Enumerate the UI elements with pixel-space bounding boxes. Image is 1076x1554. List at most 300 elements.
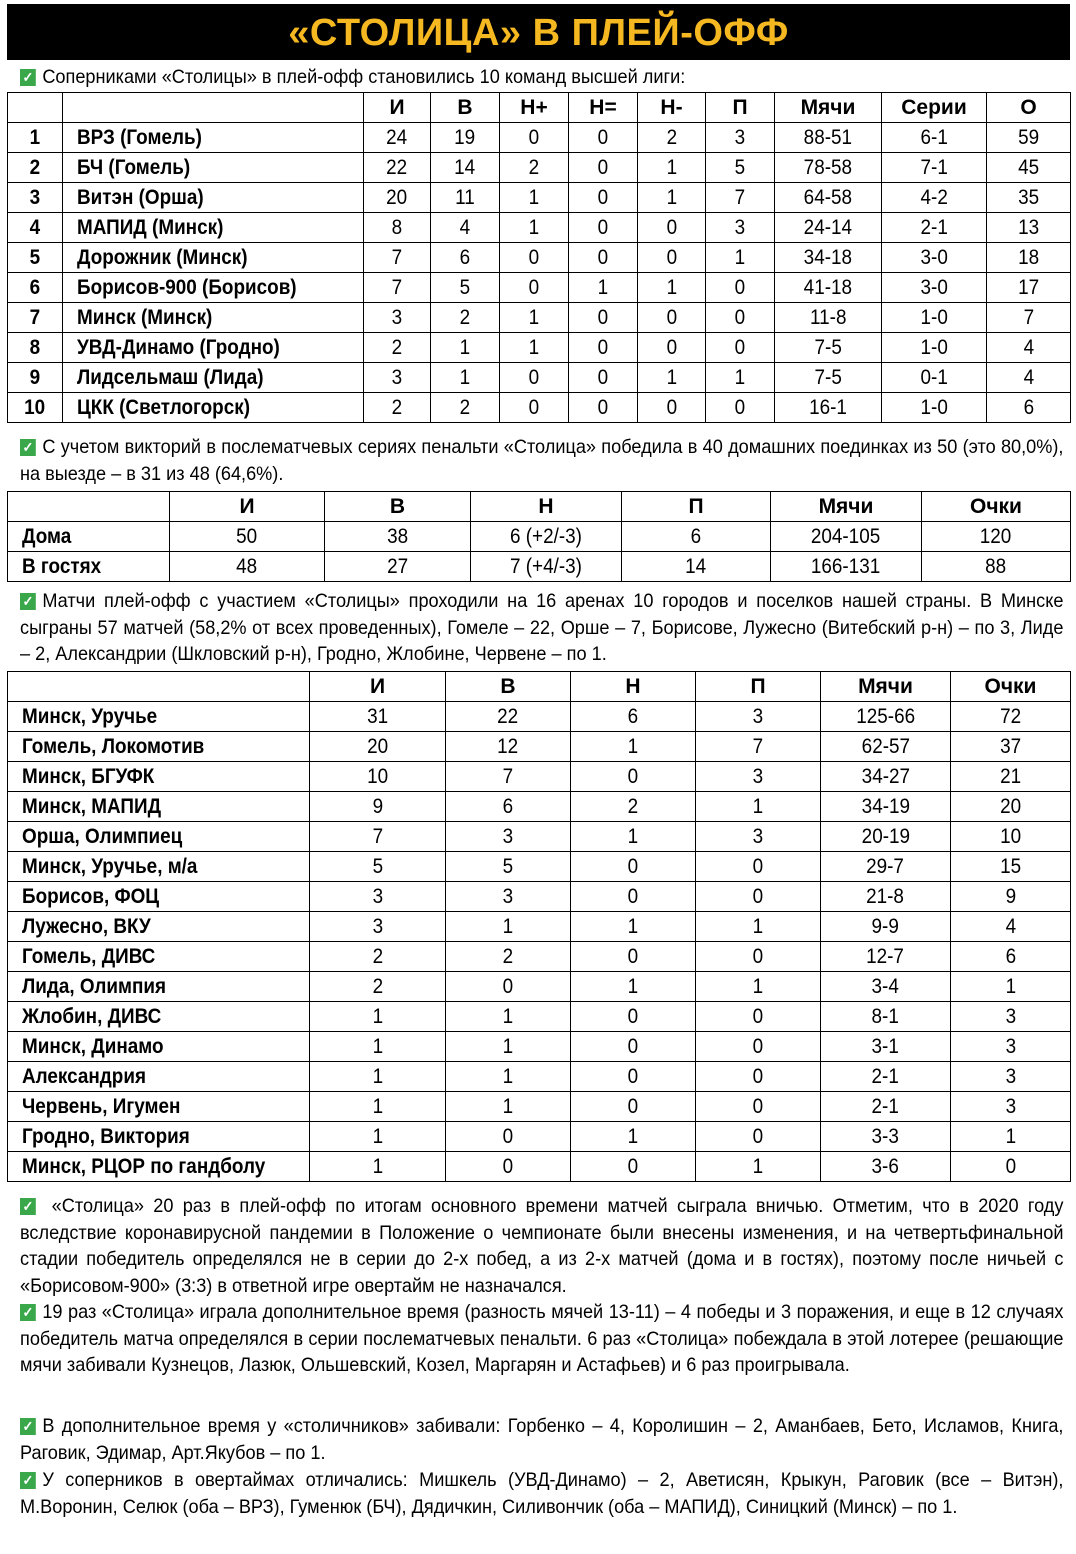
table-cell: ЦКК (Светлогорск)	[63, 393, 364, 423]
table-cell: 1	[569, 273, 638, 303]
table-cell: 1	[951, 1122, 1071, 1152]
col-games: И	[170, 492, 325, 522]
table-cell: 7	[696, 732, 821, 762]
table-cell: 0	[569, 363, 638, 393]
table-cell: Минск, Уручье, м/а	[8, 852, 310, 882]
table-cell: 62-57	[821, 732, 951, 762]
table-row	[8, 333, 1071, 363]
table-row	[8, 882, 1071, 912]
table-cell: 5	[446, 852, 571, 882]
table-cell: 64-58	[775, 183, 882, 213]
table-cell: 20-19	[821, 822, 951, 852]
table-cell: 50	[170, 522, 325, 552]
table-row	[8, 552, 1071, 582]
checkbox-checked-icon: ✓	[20, 1418, 36, 1435]
table-cell: 6-1	[882, 123, 987, 153]
table-cell: 22	[364, 153, 431, 183]
table-cell: 2	[431, 393, 500, 423]
table-cell: 0	[706, 303, 775, 333]
table-row	[8, 213, 1071, 243]
table-cell: 2	[571, 792, 696, 822]
intro-text: Соперниками «Столицы» в плей-офф становились 10 команд высшей лиги:	[42, 66, 686, 88]
col-series: Серии	[882, 93, 987, 123]
table-cell: 0	[638, 393, 706, 423]
table-cell: 4-2	[882, 183, 987, 213]
table-cell: 59	[987, 123, 1071, 153]
table-cell: 2	[310, 972, 446, 1002]
table-row	[8, 363, 1071, 393]
own-scorers-paragraph	[20, 1413, 1063, 1466]
table-cell: 1	[571, 732, 696, 762]
table-row	[8, 702, 1071, 732]
table-row	[8, 522, 1071, 552]
table-cell: Минск, БГУФК	[8, 762, 310, 792]
table-cell: 1	[696, 792, 821, 822]
table-cell: 11	[431, 183, 500, 213]
table-cell: 1	[446, 1032, 571, 1062]
table-cell: 13	[987, 213, 1071, 243]
table-cell: 6	[446, 792, 571, 822]
table-cell: Жлобин, ДИВС	[8, 1002, 310, 1032]
home-away-table	[7, 491, 1071, 582]
table-cell: 5	[706, 153, 775, 183]
table-cell: 0	[638, 333, 706, 363]
table-cell: 3	[696, 822, 821, 852]
home-away-header-row	[8, 492, 1071, 522]
table-cell: 7	[310, 822, 446, 852]
draws-text: «Столица» 20 раз в плей-офф по итогам основного времени матчей сыграла вничью. Отметим, что в 2020 году вследствие коронавирусной пандемии в Положение о чемпионате были внесены изменения, и на четвертьфинальной стадии победитель определялся не в серии до 2-х побед, а из 2-х матчей (дома и в гостях), поэтому после ничьей с «Борисовом-900» (3:3) в ответной игре овертайм не назначался.	[20, 1195, 1064, 1297]
checkbox-checked-icon: ✓	[20, 439, 36, 456]
table-cell: 0	[500, 123, 569, 153]
table-row	[8, 792, 1071, 822]
col-losses: П	[706, 93, 775, 123]
table-cell: 3	[364, 303, 431, 333]
table-cell: 12	[446, 732, 571, 762]
table-cell: 0	[706, 333, 775, 363]
table-row	[8, 762, 1071, 792]
table-cell: 1	[638, 153, 706, 183]
table-cell: 0	[571, 762, 696, 792]
col-games: И	[364, 93, 431, 123]
table-cell: 3	[951, 1002, 1071, 1032]
table-cell: 9	[310, 792, 446, 822]
table-cell: 7-1	[882, 153, 987, 183]
overtime-text: 19 раз «Столица» играла дополнительное время (разность мячей 13-11) – 4 победы и 3 поражения, и еще в 12 случаях победитель матча определялся в серии послематчевых пенальти. 6 раз «Столица» побеждала в этой лотерее (решающие мячи забивали Кузнецов, Лазюк, Ольшевский, Козел, Маргарян и Астафьев) и 6 раз проигрывала.	[20, 1301, 1064, 1376]
table-cell: 2	[431, 303, 500, 333]
table-cell: 7	[446, 762, 571, 792]
table-cell: 3-0	[882, 243, 987, 273]
table-cell: 0	[638, 213, 706, 243]
table-cell: 48	[170, 552, 325, 582]
table-cell: 88-51	[775, 123, 882, 153]
col-games: И	[310, 672, 446, 702]
table-cell: 72	[951, 702, 1071, 732]
opponent-scorers-text: У соперников в овертаймах отличались: Мишкель (УВД-Динамо) – 2, Аветисян, Крыкун, Раговик (все – Витэн), М.Воронин, Селюк (оба – ВРЗ), Гуменюк (БЧ), Дядичкин, Силивончик (оба – МАПИД), Синицкий (Минск) – по 1.	[20, 1469, 1064, 1518]
col-venue	[8, 492, 170, 522]
table-cell: 1	[446, 1092, 571, 1122]
table-cell: 1	[500, 303, 569, 333]
own-scorers-text: В дополнительное время у «столичников» забивали: Горбенко – 4, Королишин – 2, Аманбаев, Бето, Исламов, Книга, Раговик, Эдимар, Арт.Якубов – по 1.	[20, 1415, 1064, 1464]
table-cell: УВД-Динамо (Гродно)	[63, 333, 364, 363]
table-row	[8, 1002, 1071, 1032]
table-cell: 1	[696, 1152, 821, 1182]
table-cell: 45	[987, 153, 1071, 183]
overtime-paragraph	[20, 1299, 1063, 1379]
table-cell: 2-1	[882, 213, 987, 243]
table-cell: 34-19	[821, 792, 951, 822]
table-cell: 14	[622, 552, 771, 582]
checkbox-checked-icon: ✓	[20, 1198, 36, 1215]
col-draw-win: Н+	[500, 93, 569, 123]
table-cell: Минск, Уручье	[8, 702, 310, 732]
table-cell: 4	[951, 912, 1071, 942]
table-cell: 20	[951, 792, 1071, 822]
table-cell: 1	[571, 912, 696, 942]
table-cell: 8	[8, 333, 63, 363]
col-team	[63, 93, 364, 123]
table-cell: 3-1	[821, 1032, 951, 1062]
table-cell: 19	[431, 123, 500, 153]
table-cell: 0	[569, 243, 638, 273]
table-cell: 6	[622, 522, 771, 552]
table-cell: 2	[446, 942, 571, 972]
table-cell: 3	[446, 882, 571, 912]
table-cell: 120	[922, 522, 1071, 552]
table-cell: 20	[310, 732, 446, 762]
table-cell: Червень, Игумен	[8, 1092, 310, 1122]
table-row	[8, 972, 1071, 1002]
table-cell: 38	[325, 522, 471, 552]
table-cell: 0	[569, 393, 638, 423]
table-cell: 0	[500, 393, 569, 423]
opponents-table	[7, 92, 1071, 423]
table-cell: 1	[696, 972, 821, 1002]
table-cell: 0	[696, 1032, 821, 1062]
col-points: О	[987, 93, 1071, 123]
table-cell: 1	[310, 1122, 446, 1152]
col-wins: В	[325, 492, 471, 522]
table-cell: 1	[446, 1062, 571, 1092]
intro-paragraph	[20, 64, 1063, 91]
table-row	[8, 123, 1071, 153]
table-cell: 0	[696, 882, 821, 912]
table-cell: 0	[696, 942, 821, 972]
col-losses: П	[622, 492, 771, 522]
table-cell: 9	[8, 363, 63, 393]
table-cell: 0	[569, 123, 638, 153]
table-cell: 7	[364, 243, 431, 273]
col-wins: В	[446, 672, 571, 702]
table-cell: 1	[571, 972, 696, 1002]
table-cell: Гомель, ДИВС	[8, 942, 310, 972]
table-cell: 7-5	[775, 363, 882, 393]
table-cell: 3	[446, 822, 571, 852]
table-cell: Лужесно, ВКУ	[8, 912, 310, 942]
table-cell: 1	[431, 333, 500, 363]
table-cell: 0	[706, 273, 775, 303]
checkbox-checked-icon: ✓	[20, 593, 36, 610]
col-draw: Н=	[569, 93, 638, 123]
table-cell: 34-18	[775, 243, 882, 273]
table-cell: 1	[696, 912, 821, 942]
table-cell: 2	[500, 153, 569, 183]
table-cell: 2	[8, 153, 63, 183]
table-row	[8, 273, 1071, 303]
table-cell: 21-8	[821, 882, 951, 912]
table-row	[8, 243, 1071, 273]
checkbox-checked-icon: ✓	[20, 1472, 36, 1489]
table-row	[8, 153, 1071, 183]
table-cell: 24	[364, 123, 431, 153]
table-cell: 0	[446, 1152, 571, 1182]
table-cell: 0-1	[882, 363, 987, 393]
table-row	[8, 1122, 1071, 1152]
table-cell: 3	[951, 1032, 1071, 1062]
table-cell: БЧ (Гомель)	[63, 153, 364, 183]
table-row	[8, 732, 1071, 762]
table-cell: Лида, Олимпия	[8, 972, 310, 1002]
table-cell: 5	[310, 852, 446, 882]
table-cell: 125-66	[821, 702, 951, 732]
table-cell: 1	[310, 1152, 446, 1182]
table-cell: 0	[571, 852, 696, 882]
table-row	[8, 912, 1071, 942]
arenas-table	[7, 671, 1071, 1182]
table-cell: 1	[310, 1032, 446, 1062]
table-cell: 4	[987, 363, 1071, 393]
col-arena	[8, 672, 310, 702]
table-cell: 41-18	[775, 273, 882, 303]
table-cell: 0	[569, 183, 638, 213]
table-cell: Минск, МАПИД	[8, 792, 310, 822]
table-cell: 3	[951, 1062, 1071, 1092]
table-row	[8, 1092, 1071, 1122]
col-draw-loss: Н-	[638, 93, 706, 123]
arenas-text: Матчи плей-офф с участием «Столицы» проходили на 16 аренах 10 городов и поселков нашей страны. В Минске сыграны 57 матчей (58,2% от всех проведенных), Гомеле – 22, Орше – 7, Борисове, Лужесно (Витебский р-н) – по 3, Лиде – 2, Александрии (Шкловский р-н), Гродно, Жлобине, Червене – по 1.	[20, 590, 1064, 665]
table-cell: 166-131	[771, 552, 922, 582]
table-cell: Гродно, Виктория	[8, 1122, 310, 1152]
table-cell: Витэн (Орша)	[63, 183, 364, 213]
table-cell: 0	[571, 1062, 696, 1092]
table-cell: 3	[706, 213, 775, 243]
table-cell: Александрия	[8, 1062, 310, 1092]
table-cell: 0	[571, 882, 696, 912]
table-cell: 10	[8, 393, 63, 423]
table-cell: 0	[569, 303, 638, 333]
table-cell: 1	[706, 243, 775, 273]
table-cell: 0	[696, 852, 821, 882]
table-cell: 6	[8, 273, 63, 303]
table-cell: 16-1	[775, 393, 882, 423]
table-cell: 0	[571, 1152, 696, 1182]
table-cell: 0	[571, 1002, 696, 1032]
table-cell: Дорожник (Минск)	[63, 243, 364, 273]
table-cell: 3	[364, 363, 431, 393]
table-cell: 1	[446, 912, 571, 942]
table-cell: 7-5	[775, 333, 882, 363]
table-cell: 7	[706, 183, 775, 213]
table-cell: 1-0	[882, 393, 987, 423]
table-row	[8, 183, 1071, 213]
table-cell: 1	[706, 363, 775, 393]
table-cell: 18	[987, 243, 1071, 273]
table-cell: 20	[364, 183, 431, 213]
table-cell: Орша, Олимпиец	[8, 822, 310, 852]
opponent-scorers-paragraph	[20, 1467, 1063, 1520]
table-cell: 34-27	[821, 762, 951, 792]
col-losses: П	[696, 672, 821, 702]
col-goals: Мячи	[771, 492, 922, 522]
table-cell: 0	[951, 1152, 1071, 1182]
table-cell: 1	[571, 1122, 696, 1152]
table-cell: 3-4	[821, 972, 951, 1002]
col-num	[8, 93, 63, 123]
table-cell: 0	[696, 1062, 821, 1092]
table-cell: 3-3	[821, 1122, 951, 1152]
table-cell: 1	[431, 363, 500, 393]
table-cell: 10	[951, 822, 1071, 852]
table-row	[8, 942, 1071, 972]
table-row	[8, 303, 1071, 333]
table-cell: 24-14	[775, 213, 882, 243]
table-cell: 1	[500, 333, 569, 363]
table-cell: 7	[364, 273, 431, 303]
table-cell: 3	[8, 183, 63, 213]
table-cell: Борисов-900 (Борисов)	[63, 273, 364, 303]
table-cell: 9	[951, 882, 1071, 912]
table-cell: 31	[310, 702, 446, 732]
table-cell: 7	[8, 303, 63, 333]
table-cell: МАПИД (Минск)	[63, 213, 364, 243]
table-cell: 4	[987, 333, 1071, 363]
table-cell: 7	[987, 303, 1071, 333]
table-cell: 0	[500, 243, 569, 273]
table-cell: 0	[571, 1092, 696, 1122]
col-points: Очки	[922, 492, 1071, 522]
table-cell: 27	[325, 552, 471, 582]
table-cell: 3	[310, 912, 446, 942]
table-cell: 3	[696, 702, 821, 732]
table-cell: 10	[310, 762, 446, 792]
table-row	[8, 852, 1071, 882]
table-cell: 12-7	[821, 942, 951, 972]
table-cell: 22	[446, 702, 571, 732]
table-cell: 6	[987, 393, 1071, 423]
home-away-text: С учетом викторий в послематчевых сериях пенальти «Столица» победила в 40 домашних поединках из 50 (это 80,0%), на выезде – в 31 из 48 (64,6%).	[20, 436, 1064, 485]
table-cell: 1-0	[882, 303, 987, 333]
table-row	[8, 822, 1071, 852]
table-cell: 15	[951, 852, 1071, 882]
table-cell: 8	[364, 213, 431, 243]
table-cell: 1	[500, 213, 569, 243]
table-cell: 0	[569, 153, 638, 183]
table-cell: 1	[446, 1002, 571, 1032]
table-cell: 0	[569, 333, 638, 363]
table-cell: 3-0	[882, 273, 987, 303]
table-cell: 0	[638, 303, 706, 333]
table-cell: 1	[638, 363, 706, 393]
table-cell: 3	[310, 882, 446, 912]
checkbox-checked-icon: ✓	[20, 69, 36, 86]
table-cell: 2	[638, 123, 706, 153]
table-cell: 37	[951, 732, 1071, 762]
table-cell: 3-6	[821, 1152, 951, 1182]
table-cell: 1	[951, 972, 1071, 1002]
table-cell: 14	[431, 153, 500, 183]
table-cell: Минск (Минск)	[63, 303, 364, 333]
table-cell: 4	[431, 213, 500, 243]
col-goals: Мячи	[775, 93, 882, 123]
table-cell: 7 (+4/-3)	[471, 552, 622, 582]
table-cell: 0	[446, 1122, 571, 1152]
table-cell: 5	[8, 243, 63, 273]
table-row	[8, 1152, 1071, 1182]
table-row	[8, 393, 1071, 423]
table-cell: 2-1	[821, 1092, 951, 1122]
table-cell: Лидсельмаш (Лида)	[63, 363, 364, 393]
table-cell: 1	[310, 1002, 446, 1032]
arenas-paragraph	[20, 588, 1063, 668]
table-cell: 204-105	[771, 522, 922, 552]
table-cell: 0	[446, 972, 571, 1002]
table-cell: 0	[569, 213, 638, 243]
home-away-paragraph	[20, 434, 1063, 487]
draws-paragraph	[20, 1193, 1063, 1299]
col-wins: В	[431, 93, 500, 123]
table-row	[8, 1062, 1071, 1092]
table-cell: 1	[8, 123, 63, 153]
table-cell: 6	[951, 942, 1071, 972]
table-cell: 78-58	[775, 153, 882, 183]
table-cell: 0	[500, 363, 569, 393]
table-cell: 8-1	[821, 1002, 951, 1032]
page-title: «СТОЛИЦА» В ПЛЕЙ-ОФФ	[7, 4, 1070, 60]
table-cell: 17	[987, 273, 1071, 303]
table-cell: 1	[638, 273, 706, 303]
table-cell: Борисов, ФОЦ	[8, 882, 310, 912]
table-cell: 9-9	[821, 912, 951, 942]
table-cell: 0	[696, 1122, 821, 1152]
table-cell: 2	[364, 333, 431, 363]
table-cell: 1	[571, 822, 696, 852]
col-goals: Мячи	[821, 672, 951, 702]
table-cell: 1-0	[882, 333, 987, 363]
table-cell: 3	[706, 123, 775, 153]
checkbox-checked-icon: ✓	[20, 1304, 36, 1321]
table-cell: 2-1	[821, 1062, 951, 1092]
table-cell: 88	[922, 552, 1071, 582]
table-cell: 1	[310, 1092, 446, 1122]
table-cell: 21	[951, 762, 1071, 792]
arenas-header-row	[8, 672, 1071, 702]
opponents-header-row	[8, 93, 1071, 123]
table-cell: 11-8	[775, 303, 882, 333]
table-cell: 1	[500, 183, 569, 213]
table-cell: 0	[500, 273, 569, 303]
table-cell: 6	[571, 702, 696, 732]
table-row	[8, 1032, 1071, 1062]
col-draws: Н	[571, 672, 696, 702]
table-cell: 2	[364, 393, 431, 423]
table-cell: 2	[310, 942, 446, 972]
table-cell: 5	[431, 273, 500, 303]
table-cell: 6	[431, 243, 500, 273]
table-cell: 0	[638, 243, 706, 273]
table-cell: 29-7	[821, 852, 951, 882]
col-draws: Н	[471, 492, 622, 522]
col-points: Очки	[951, 672, 1071, 702]
table-cell: 0	[706, 393, 775, 423]
